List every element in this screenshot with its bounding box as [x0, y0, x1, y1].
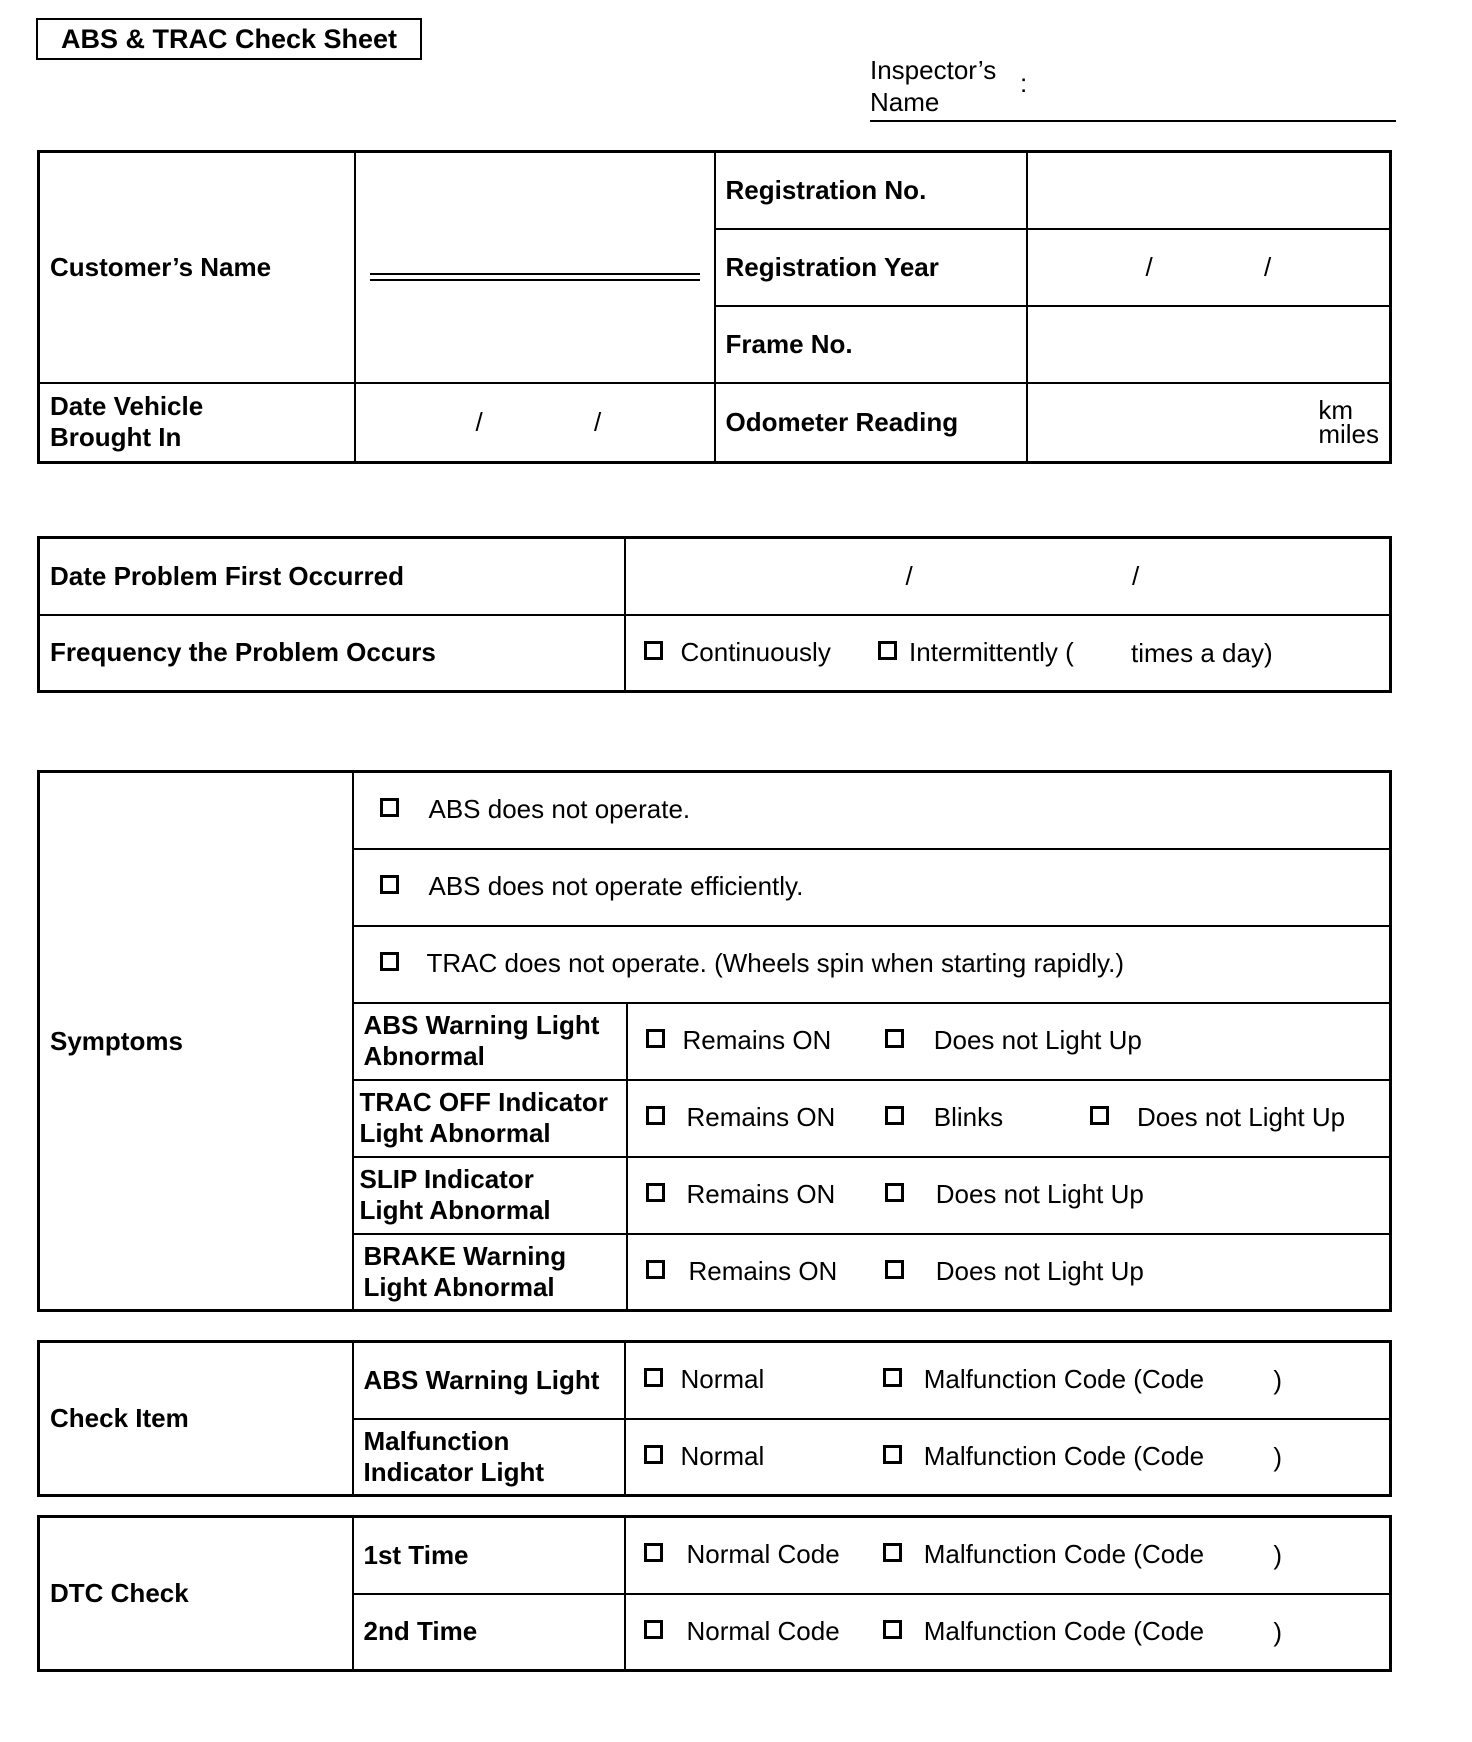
- abs-not-operate-checkbox[interactable]: [380, 798, 399, 817]
- mil-normal-checkbox[interactable]: [644, 1445, 663, 1464]
- symptoms-label: Symptoms: [39, 772, 353, 1311]
- continuously-label: Continuously: [680, 636, 831, 667]
- abs-warning-options: Remains ON Does not Light Up: [627, 1003, 1391, 1080]
- dtc-check-table: [37, 1515, 1392, 1672]
- registration-year-label: Registration Year: [715, 229, 1027, 306]
- slip-abnormal-label: SLIP Indicator Light Abnormal: [353, 1157, 627, 1234]
- registration-no-label: Registration No.: [715, 152, 1027, 229]
- abs-does-not-light-checkbox[interactable]: [885, 1029, 904, 1048]
- trac-off-options: Remains ON Blinks Does not Light Up: [627, 1080, 1391, 1157]
- abs-warning-light-options: Normal Malfunction Code (Code ): [625, 1342, 1391, 1419]
- odometer-field[interactable]: [1027, 383, 1391, 463]
- symptoms-table: [37, 770, 1392, 1312]
- odometer-units: km miles: [1318, 395, 1379, 450]
- abs-remains-on-checkbox[interactable]: [646, 1029, 665, 1048]
- malfunction-indicator-label: Malfunction Indicator Light: [353, 1419, 625, 1496]
- dtc-first-time-label: 1st Time: [353, 1517, 625, 1594]
- dtc2-normal-checkbox[interactable]: [644, 1620, 663, 1639]
- symptom-abs-not-operate: ABS does not operate.: [353, 772, 1391, 849]
- date-brought-in-label: Date Vehicle Brought In: [39, 383, 355, 463]
- customer-name-label: Customer’s Name: [39, 152, 355, 383]
- double-underline: [370, 273, 700, 281]
- times-a-day-label: times a day): [1131, 637, 1273, 668]
- dtc-second-time-label: 2nd Time: [353, 1594, 625, 1671]
- odometer-label: Odometer Reading: [715, 383, 1027, 463]
- date-brought-in-field[interactable]: / /: [355, 383, 715, 463]
- inspector-colon: :: [1020, 68, 1028, 98]
- dtc-check-label: DTC Check: [39, 1517, 353, 1671]
- frame-no-label: Frame No.: [715, 306, 1027, 383]
- problem-table: [37, 536, 1392, 693]
- abs-warning-light-label: ABS Warning Light: [353, 1342, 625, 1419]
- abs-normal-checkbox[interactable]: [644, 1368, 663, 1387]
- trac-remains-on-checkbox[interactable]: [646, 1106, 665, 1125]
- abs-malfunction-checkbox[interactable]: [883, 1368, 902, 1387]
- dtc2-malfunction-checkbox[interactable]: [883, 1620, 902, 1639]
- slip-remains-on-checkbox[interactable]: [646, 1183, 665, 1202]
- continuously-checkbox[interactable]: [644, 641, 663, 660]
- vehicle-info-table: [37, 150, 1392, 464]
- dtc-second-time-options: Normal Code Malfunction Code (Code ): [625, 1594, 1391, 1671]
- dtc1-malfunction-checkbox[interactable]: [883, 1543, 902, 1562]
- check-item-table: [37, 1340, 1392, 1497]
- trac-off-abnormal-label: TRAC OFF Indicator Light Abnormal: [353, 1080, 627, 1157]
- trac-not-operate-checkbox[interactable]: [380, 952, 399, 971]
- abs-not-efficient-checkbox[interactable]: [380, 875, 399, 894]
- malfunction-indicator-options: Normal Malfunction Code (Code ): [625, 1419, 1391, 1496]
- brake-remains-on-checkbox[interactable]: [646, 1260, 665, 1279]
- abs-warning-abnormal-label: ABS Warning Light Abnormal: [353, 1003, 627, 1080]
- frequency-options: [625, 615, 1391, 692]
- sheet-title: ABS & TRAC Check Sheet: [36, 18, 422, 60]
- brake-abnormal-label: BRAKE Warning Light Abnormal: [353, 1234, 627, 1311]
- symptom-trac-not-operate: TRAC does not operate. (Wheels spin when starting rapidly.): [353, 926, 1391, 1003]
- inspector-name-field[interactable]: [870, 120, 1396, 122]
- dtc1-normal-checkbox[interactable]: [644, 1543, 663, 1562]
- intermittently-label: Intermittently (: [909, 636, 1074, 667]
- slip-options: Remains ON Does not Light Up: [627, 1157, 1391, 1234]
- registration-year-field[interactable]: / /: [1027, 229, 1391, 306]
- trac-blinks-checkbox[interactable]: [885, 1106, 904, 1125]
- date-first-occurred-field[interactable]: / /: [625, 538, 1391, 615]
- dtc-first-time-options: Normal Code Malfunction Code (Code ): [625, 1517, 1391, 1594]
- date-first-occurred-label: Date Problem First Occurred: [39, 538, 625, 615]
- trac-does-not-light-checkbox[interactable]: [1090, 1106, 1109, 1125]
- customer-name-field[interactable]: [355, 152, 715, 383]
- inspector-name-label: Inspector’s Name: [870, 55, 997, 117]
- check-item-label: Check Item: [39, 1342, 353, 1496]
- symptom-abs-not-efficient: ABS does not operate efficiently.: [353, 849, 1391, 926]
- frequency-label: Frequency the Problem Occurs: [39, 615, 625, 692]
- registration-no-field[interactable]: [1027, 152, 1391, 229]
- slip-does-not-light-checkbox[interactable]: [885, 1183, 904, 1202]
- intermittently-checkbox[interactable]: [878, 641, 897, 660]
- mil-malfunction-checkbox[interactable]: [883, 1445, 902, 1464]
- brake-options: Remains ON Does not Light Up: [627, 1234, 1391, 1311]
- frame-no-field[interactable]: [1027, 306, 1391, 383]
- brake-does-not-light-checkbox[interactable]: [885, 1260, 904, 1279]
